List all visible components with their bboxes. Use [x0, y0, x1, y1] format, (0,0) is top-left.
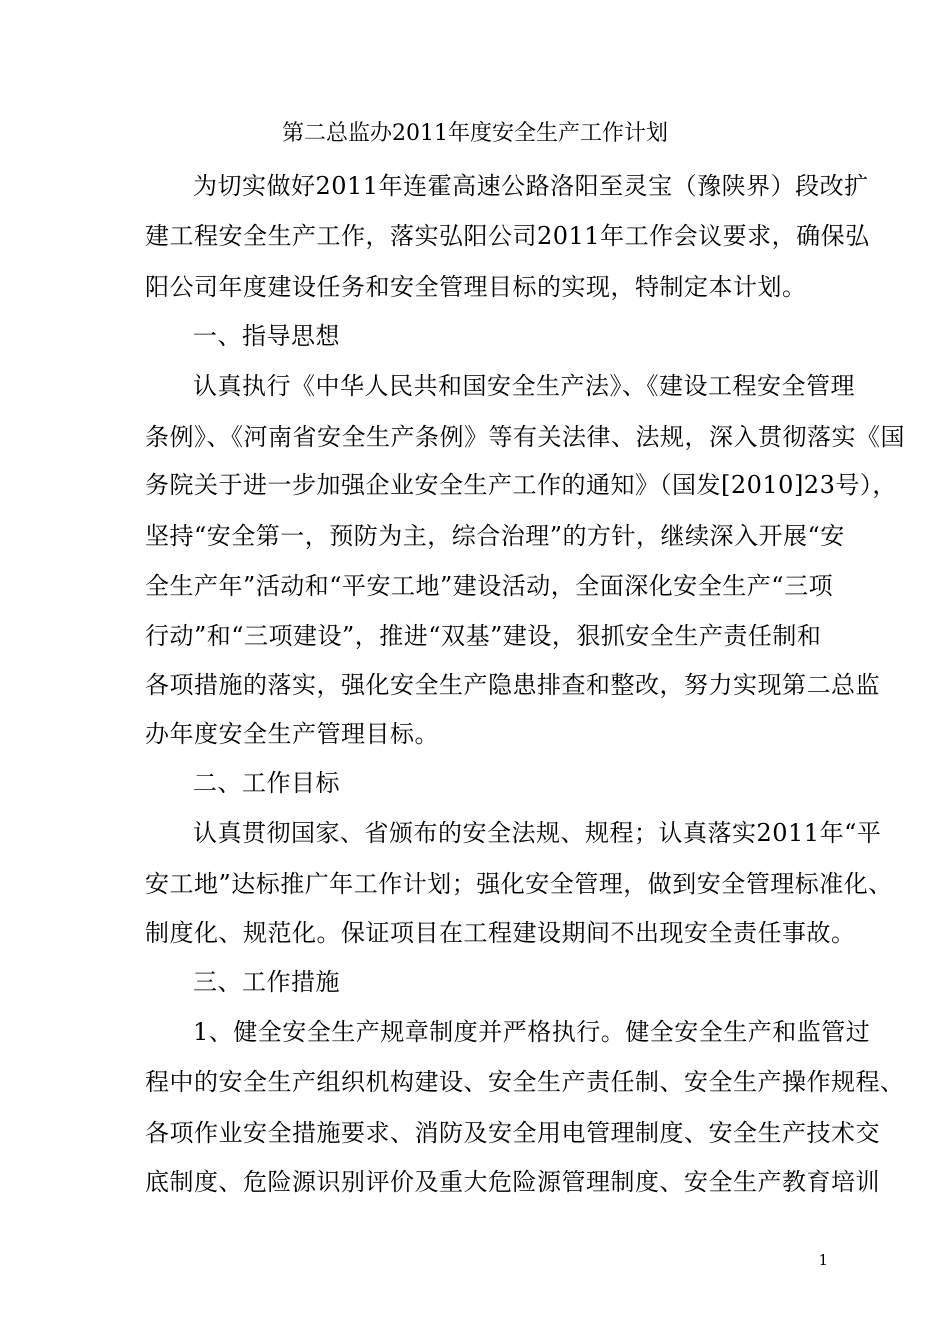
- guiding-line-2: 条例》、《河南省安全生产条例》等有关法律、法规，深入贯彻落实《国: [145, 423, 905, 451]
- section-heading-work-measures: 三、工作措施: [193, 968, 340, 996]
- section-heading-guiding-principles: 一、指导思想: [193, 322, 340, 350]
- measures-line-4: 底制度、危险源识别评价及重大危险源管理制度、安全生产教育培训: [145, 1168, 880, 1196]
- goals-line-1: 认真贯彻国家、省颁布的安全法规、规程；认真落实2011年“平: [193, 819, 882, 847]
- intro-line-1: 为切实做好2011年连霍高速公路洛阳至灵宝（豫陕界）段改扩: [193, 172, 869, 200]
- measures-line-3: 各项作业安全措施要求、消防及安全用电管理制度、安全生产技术交: [145, 1119, 880, 1147]
- guiding-line-3: 务院关于进一步加强企业安全生产工作的通知》（国发[2010]23号），: [145, 471, 897, 499]
- measures-line-1: 1、健全安全生产规章制度并严格执行。健全安全生产和监管过: [193, 1018, 871, 1046]
- guiding-line-7: 各项措施的落实，强化安全生产隐患排查和整改，努力实现第二总监: [145, 671, 880, 699]
- guiding-line-6: 行动”和“三项建设”，推进“双基”建设，狠抓安全生产责任制和: [145, 622, 822, 650]
- intro-line-2: 建工程安全生产工作，落实弘阳公司2011年工作会议要求，确保弘: [145, 222, 870, 250]
- measures-line-2: 程中的安全生产组织机构建设、安全生产责任制、安全生产操作规程、: [145, 1068, 905, 1096]
- goals-line-2: 安工地”达标推广年工作计划；强化安全管理，做到安全管理标准化、: [145, 870, 893, 898]
- guiding-line-1: 认真执行《中华人民共和国安全生产法》、《建设工程安全管理: [193, 372, 855, 400]
- guiding-line-5: 全生产年”活动和“平安工地”建设活动，全面深化安全生产“三项: [145, 572, 834, 600]
- section-heading-work-goals: 二、工作目标: [193, 769, 340, 797]
- intro-line-3: 阳公司年度建设任务和安全管理目标的实现，特制定本计划。: [145, 273, 807, 301]
- guiding-line-4: 坚持“安全第一，预防为主，综合治理”的方针，继续深入开展“安: [145, 522, 845, 550]
- goals-line-3: 制度化、规范化。保证项目在工程建设期间不出现安全责任事故。: [145, 919, 856, 947]
- page-number: 1: [818, 1251, 828, 1269]
- document-title: 第二总监办2011年度安全生产工作计划: [282, 121, 668, 146]
- guiding-line-8: 办年度安全生产管理目标。: [145, 720, 439, 748]
